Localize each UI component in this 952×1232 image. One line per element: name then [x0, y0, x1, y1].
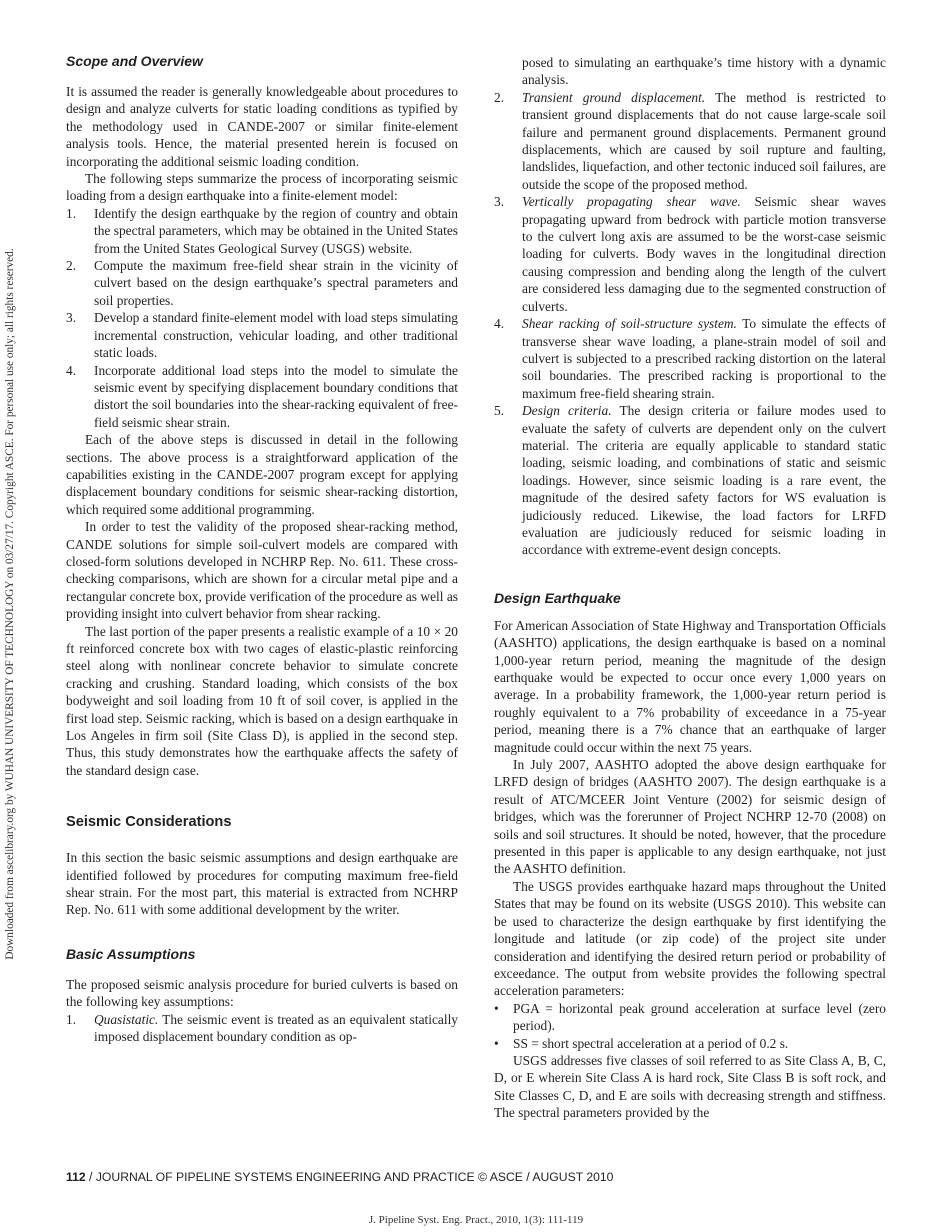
assumptions-list-start — [66, 1011, 458, 1046]
left-column — [66, 52, 458, 1046]
scope-paragraph-5: The last portion of the paper presents a realistic example of a 10 × 20 ft reinforced concrete box with two cages of elastic-plastic reinforcing steel along with nonlinear concrete behavior to simulate concrete cracking and crushing. Standard loading, which consists of the box bodyweight and soil loading from 10 ft of soil cover, is applied in the first load step. Seismic racking, which is based on a design earthquake in Los Angeles in firm soil (Site Class D), is applied in the second step. Thus, this study demonstrates how the earthquake affects the safety of the standard design case. — [66, 623, 458, 778]
process-step: 1. Identify the design earthquake by the region of country and obtain the spectral parameters, which may be obtained in the United States from the United States Geological Survey (USGS) website. — [66, 205, 458, 256]
assumption-item: 2. Transient ground displacement. The method is restricted to transient ground displacements that do not cause large-scale soil failure and permanent ground displacements. Permanent ground displacements, which are caused by soil rupture and faulting, landslides, liquefaction, and other tectonic induced soil failures, are outside the scope of the proposed method. — [494, 89, 886, 192]
download-notice-text: Downloaded from ascelibrary.org by WUHAN UNIVERSITY OF TECHNOLOGY on 03/27/17. Copyright ASCE. For personal use only; all rights reserved. — [4, 248, 16, 960]
process-step: 2. Compute the maximum free-field shear strain in the vicinity of culvert based on the design earthquake’s spectral parameters and soil properties. — [66, 258, 458, 308]
scope-paragraph-2: The following steps summarize the process of incorporating seismic loading from a design earthquake into a finite-element model: — [66, 171, 458, 204]
basic-assumptions-paragraph: The proposed seismic analysis procedure for buried culverts is based on the following key assumptions: — [66, 976, 458, 1010]
page-footer — [66, 1170, 613, 1184]
process-steps-list — [66, 205, 458, 431]
process-step: 3. Develop a standard finite-element model with load steps simulating incremental construction, vehicular loading, and other traditional static loads. — [66, 310, 458, 361]
journal-line: / JOURNAL OF PIPELINE SYSTEMS ENGINEERING AND PRACTICE © ASCE / AUGUST 2010 — [85, 1170, 614, 1184]
process-step: 4. Incorporate additional load steps into the model to simulate the seismic event by specifying displacement boundary conditions that distort the soil boundaries into the shear-racking equivalent of free-field seismic shear strain. — [66, 362, 458, 430]
assumptions-list-continued — [494, 54, 886, 559]
seismic-paragraph-1: In this section the basic seismic assumptions and design earthquake are identified followed by procedures for computing maximum free-field shear strain. For the most part, this material is extracted from NCHRP Rep. No. 611 with some additional development by the writer. — [66, 850, 458, 918]
spectral-parameter-item: • PGA = horizontal peak ground acceleration at surface level (zero period). — [494, 1000, 886, 1034]
right-column — [494, 54, 886, 1122]
page-number: 112 — [66, 1170, 86, 1184]
design-paragraph-3: The USGS provides earthquake hazard maps throughout the United States that may be found on its website (USGS 2010). This website can be used to characterize the design earthquake by first identifying the longitude and latitude (or zip code) of the project site under consideration and identifying the desired return period or probability of exceedance. The output from website provides the following spectral acceleration parameters: — [494, 878, 886, 999]
spectral-parameters-list — [494, 1000, 886, 1052]
design-paragraph-1: For American Association of State Highway and Transportation Officials (AASHTO) applications, the design earthquake is based on a nominal 1,000-year return period, meaning the magnitude of the design earthquake would be expected to occur once every 1,000 years on average. In a probability framework, the 1,000-year return period is roughly equivalent to a 7% probability of exceedance in a 75-year period, meaning there is a 7% chance that an earthquake of larger magnitude could occur within the next 75 years. — [494, 617, 886, 755]
scope-paragraph-3: Each of the above steps is discussed in detail in the following sections. The above process is a straightforward application of the capabilities existing in the CANDE-2007 program except for applying displacement boundary conditions for seismic shear-racking distortion, which required some additional programming. — [66, 432, 458, 517]
design-paragraph-4: USGS addresses five classes of soil referred to as Site Class A, B, C, D, or E wherein Site Class A is hard rock, Site Class B is soft rock, and Site Classes C, D, and E are soils with decreasing strength and stiffness. The spectral parameters provided by the — [494, 1052, 886, 1121]
assumption-item: 4. Shear racking of soil-structure system. To simulate the effects of transverse shear wave loading, a plane-strain model of soil and culvert is subjected to a prescribed racking distortion on the lateral soil boundaries. The prescribed racking is proportional to the maximum free-field shearing strain. — [494, 316, 886, 401]
download-notice-sidebar — [2, 224, 18, 984]
scope-paragraph-4: In order to test the validity of the proposed shear-racking method, CANDE solutions for simple soil-culvert models are compared with closed-form solutions developed in NCHRP Rep. No. 611. These cross-checking comparisons, which are shown for a circular metal pipe and a rectangular concrete box, provide verification of the procedure as well as providing insight into culvert behavior from shear racking. — [66, 519, 458, 622]
design-earthquake-heading: Design Earthquake — [494, 589, 621, 606]
citation-line: J. Pipeline Syst. Eng. Pract., 2010, 1(3): 111-119 — [368, 1214, 584, 1226]
scope-overview-heading: Scope and Overview — [66, 53, 203, 69]
assumption-item: 3. Vertically propagating shear wave. Seismic shear waves propagating upward from bedrock with particle motion transverse to the culvert long axis are assumed to be the worst-case seismic loading for culverts. Body waves in the longitudinal direction causing compression and bending along the length of the culvert are considered less damaging due to the segmented construction of culverts. — [494, 194, 886, 314]
spectral-parameter-item: • SS = short spectral acceleration at a period of 0.2 s. — [494, 1035, 789, 1051]
assumption-item: 1. Quasistatic. The seismic event is treated as an equivalent statically imposed displacement boundary condition as op- — [66, 1011, 458, 1045]
scope-paragraph-1: It is assumed the reader is generally knowledgeable about procedures to design and analyze culverts for static loading conditions as typified by the methodology used in CANDE-2007 or similar finite-element analysis tools. Hence, the material presented herein is focused on incorporating the additional seismic loading condition. — [66, 84, 458, 169]
seismic-considerations-heading: Seismic Considerations — [66, 814, 232, 831]
basic-assumptions-heading: Basic Assumptions — [66, 945, 196, 962]
assumption-item-continued: posed to simulating an earthquake’s time history with a dynamic analysis. — [522, 55, 886, 88]
design-paragraph-2: In July 2007, AASHTO adopted the above design earthquake for LRFD design of bridges (AASHTO 2007). The design earthquake is a result of ATC/MCEER Joint Venture (2002) for seismic design of bridges, which was the forerunner of Project NCHRP 12-70 (2008) on soils and soil structures. It should be noted, however, that the procedure presented in this paper is applicable to any design earthquake, not just the AASHTO definition. — [494, 757, 886, 877]
assumption-item: 5. Design criteria. The design criteria or failure modes used to evaluate the safety of culverts are dependent only on the culvert material. The criteria are equally applicable to standard static loading, seismic loading, and combinations of static and seismic loadings. However, since seismic loading is a rare event, the magnitude of the desired safety factors for WS evaluation is judiciously reduced. Likewise, the load factors for LRFD evaluation are judiciously reduced for seismic loading in accordance with extreme-event design concepts. — [494, 403, 887, 558]
